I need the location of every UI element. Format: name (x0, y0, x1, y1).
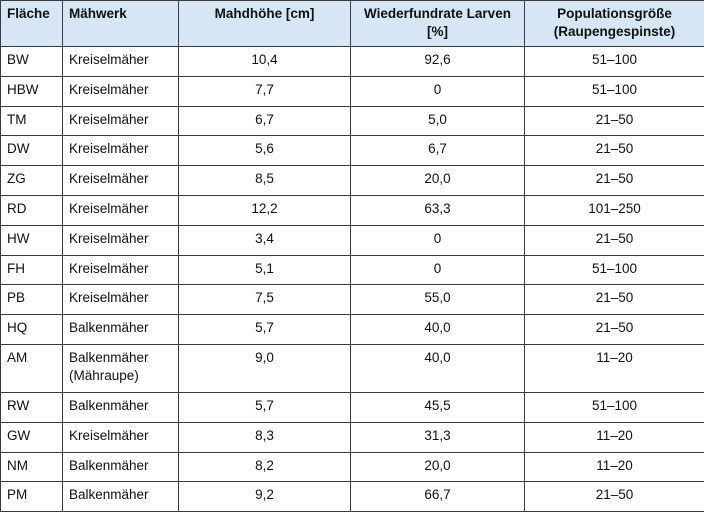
cell-mahdhoehe (179, 47, 351, 77)
cell-wiederfundrate-text: 31,3 (424, 427, 451, 443)
cell-wiederfundrate-text: 40,0 (424, 320, 451, 336)
cell-flaeche-text: FH (7, 260, 25, 276)
table-row (1, 47, 704, 77)
cell-flaeche-text: PM (7, 487, 28, 503)
cell-maehwerk-text: Kreiselmäher (69, 230, 149, 246)
cell-population-text: 21–50 (595, 171, 634, 187)
cell-mahdhoehe-text: 6,7 (255, 111, 274, 127)
table-row (1, 106, 704, 136)
cell-mahdhoehe (179, 392, 351, 422)
header-maehwerk: Mähwerk (63, 1, 179, 47)
cell-mahdhoehe-text: 9,0 (255, 349, 274, 365)
cell-mahdhoehe (179, 136, 351, 166)
cell-mahdhoehe-text: 5,7 (255, 397, 274, 413)
cell-mahdhoehe (179, 166, 351, 196)
cell-flaeche-text: NM (7, 457, 28, 473)
cell-flaeche-text: HW (7, 230, 30, 246)
cell-population-text: 21–50 (595, 320, 634, 336)
cell-maehwerk-text: Balkenmäher (69, 397, 149, 413)
cell-maehwerk-note: (Mähraupe) (69, 367, 139, 383)
cell-maehwerk (63, 106, 179, 136)
cell-wiederfundrate (351, 136, 525, 166)
cell-population (525, 285, 704, 315)
cell-wiederfundrate-text: 20,0 (424, 171, 451, 187)
cell-wiederfundrate-text: 66,7 (424, 487, 451, 503)
cell-flaeche (1, 452, 63, 482)
cell-flaeche-text: DW (7, 141, 30, 157)
cell-flaeche-text: ZG (7, 171, 26, 187)
cell-mahdhoehe (179, 76, 351, 106)
cell-population (525, 106, 704, 136)
cell-maehwerk (63, 255, 179, 285)
cell-mahdhoehe-text: 3,4 (255, 230, 274, 246)
cell-wiederfundrate (351, 106, 525, 136)
cell-mahdhoehe-text: 5,7 (255, 320, 274, 336)
cell-maehwerk (63, 136, 179, 166)
cell-population-text: 11–20 (596, 457, 633, 473)
table-row (1, 225, 704, 255)
cell-flaeche (1, 136, 63, 166)
cell-wiederfundrate-text: 55,0 (424, 290, 451, 306)
cell-population (525, 482, 704, 512)
cell-mahdhoehe-text: 12,2 (251, 200, 278, 216)
cell-maehwerk (63, 47, 179, 77)
cell-wiederfundrate-text: 45,5 (424, 397, 451, 413)
cell-population (525, 315, 704, 345)
cell-flaeche (1, 392, 63, 422)
cell-maehwerk (63, 344, 179, 392)
cell-maehwerk (63, 482, 179, 512)
cell-flaeche (1, 195, 63, 225)
cell-maehwerk (63, 225, 179, 255)
table-row (1, 452, 704, 482)
cell-mahdhoehe-text: 9,2 (255, 487, 274, 503)
table-row (1, 344, 704, 392)
cell-wiederfundrate (351, 195, 525, 225)
cell-mahdhoehe-text: 8,2 (255, 457, 274, 473)
cell-flaeche-text: BW (7, 52, 29, 67)
table-row (1, 422, 704, 452)
cell-mahdhoehe (179, 344, 351, 392)
cell-population-text: 21–50 (595, 230, 634, 246)
cell-population-text: 11–20 (596, 349, 633, 365)
cell-wiederfundrate (351, 452, 525, 482)
cell-population (525, 47, 704, 77)
cell-maehwerk-text: Kreiselmäher (69, 260, 149, 276)
cell-mahdhoehe (179, 452, 351, 482)
cell-maehwerk-text: Balkenmäher (69, 349, 149, 365)
cell-population-text: 51–100 (591, 81, 638, 97)
cell-maehwerk (63, 422, 179, 452)
table-row (1, 255, 704, 285)
cell-population-text: 11–20 (596, 427, 633, 443)
cell-mahdhoehe-text: 10,4 (251, 52, 278, 67)
header-row (1, 1, 704, 47)
cell-flaeche-text: RD (7, 200, 27, 216)
cell-mahdhoehe-text: 8,5 (255, 171, 274, 187)
cell-wiederfundrate-text: 5,0 (428, 111, 447, 127)
cell-maehwerk (63, 452, 179, 482)
header-flaeche: Fläche (1, 1, 63, 47)
cell-wiederfundrate-text: 40,0 (424, 349, 451, 365)
cell-wiederfundrate (351, 255, 525, 285)
cell-flaeche-text: RW (7, 397, 30, 413)
cell-maehwerk-text: Kreiselmäher (69, 111, 149, 127)
cell-wiederfundrate (351, 47, 525, 77)
cell-flaeche (1, 315, 63, 345)
cell-wiederfundrate (351, 422, 525, 452)
cell-population (525, 225, 704, 255)
cell-wiederfundrate (351, 344, 525, 392)
table-row (1, 195, 704, 225)
cell-maehwerk-text: Kreiselmäher (69, 200, 149, 216)
table-header (1, 1, 704, 47)
cell-mahdhoehe-text: 8,3 (255, 427, 274, 443)
cell-flaeche (1, 225, 63, 255)
cell-wiederfundrate-text: 20,0 (424, 457, 451, 473)
cell-flaeche (1, 482, 63, 512)
header-population: Populationsgröße (Raupengespinste) (525, 1, 704, 47)
cell-population-text: 51–100 (591, 52, 638, 67)
cell-maehwerk (63, 195, 179, 225)
cell-maehwerk-text: Kreiselmäher (69, 141, 149, 157)
cell-wiederfundrate-text: 63,3 (424, 200, 451, 216)
cell-flaeche (1, 106, 63, 136)
cell-maehwerk-text: Kreiselmäher (69, 290, 149, 306)
header-wiederfundrate: Wiederfundrate Larven [%] (351, 1, 525, 47)
cell-maehwerk-text: Kreiselmäher (69, 81, 149, 97)
cell-mahdhoehe (179, 315, 351, 345)
cell-mahdhoehe-text: 5,6 (255, 141, 274, 157)
cell-mahdhoehe (179, 106, 351, 136)
cell-wiederfundrate (351, 225, 525, 255)
cell-population-text: 21–50 (595, 141, 634, 157)
cell-flaeche (1, 47, 63, 77)
cell-mahdhoehe (179, 422, 351, 452)
cell-population-text: 101–250 (588, 200, 641, 216)
cell-maehwerk-text: Balkenmäher (69, 457, 149, 473)
cell-wiederfundrate-text: 0 (433, 81, 442, 97)
cell-mahdhoehe (179, 225, 351, 255)
table-row (1, 166, 704, 196)
cell-population-text: 51–100 (591, 397, 638, 413)
cell-maehwerk-text: Kreiselmäher (69, 171, 149, 187)
cell-mahdhoehe-text: 7,7 (255, 81, 274, 97)
cell-maehwerk-text: Kreiselmäher (69, 427, 149, 443)
cell-wiederfundrate (351, 166, 525, 196)
cell-flaeche-text: AM (7, 349, 28, 365)
cell-wiederfundrate (351, 315, 525, 345)
cell-mahdhoehe-text: 7,5 (255, 290, 274, 306)
cell-maehwerk-text: Balkenmäher (69, 320, 149, 336)
cell-population (525, 392, 704, 422)
cell-flaeche (1, 76, 63, 106)
cell-maehwerk (63, 76, 179, 106)
table-row (1, 315, 704, 345)
cell-mahdhoehe (179, 195, 351, 225)
table-row (1, 136, 704, 166)
cell-mahdhoehe (179, 255, 351, 285)
cell-maehwerk-text: Kreiselmäher (69, 52, 149, 67)
cell-wiederfundrate (351, 285, 525, 315)
cell-maehwerk (63, 392, 179, 422)
cell-population (525, 422, 704, 452)
cell-mahdhoehe-text: 5,1 (255, 260, 274, 276)
cell-mahdhoehe (179, 482, 351, 512)
cell-wiederfundrate-text: 0 (433, 230, 442, 246)
cell-mahdhoehe (179, 285, 351, 315)
cell-wiederfundrate (351, 482, 525, 512)
cell-flaeche-text: HQ (7, 320, 28, 336)
cell-population (525, 452, 704, 482)
cell-population (525, 76, 704, 106)
cell-flaeche (1, 255, 63, 285)
cell-wiederfundrate (351, 76, 525, 106)
cell-maehwerk-text: Balkenmäher (69, 487, 149, 503)
cell-flaeche-text: PB (7, 290, 26, 306)
cell-population (525, 136, 704, 166)
cell-wiederfundrate-text: 6,7 (428, 141, 447, 157)
cell-maehwerk (63, 166, 179, 196)
table-body (1, 47, 704, 512)
cell-population (525, 195, 704, 225)
cell-population-text: 21–50 (595, 290, 634, 306)
cell-population-text: 21–50 (595, 111, 634, 127)
cell-flaeche (1, 285, 63, 315)
cell-population-text: 51–100 (591, 260, 638, 276)
cell-flaeche-text: TM (7, 111, 27, 127)
cell-flaeche (1, 422, 63, 452)
cell-flaeche (1, 344, 63, 392)
cell-wiederfundrate-text: 92,6 (424, 52, 451, 67)
table-row (1, 482, 704, 512)
cell-population (525, 344, 704, 392)
table-row (1, 76, 704, 106)
cell-flaeche (1, 166, 63, 196)
table-row (1, 285, 704, 315)
table-row (1, 392, 704, 422)
cell-wiederfundrate-text: 0 (433, 260, 442, 276)
header-mahdhoehe: Mahdhöhe [cm] (179, 1, 351, 47)
cell-flaeche-text: HBW (7, 81, 39, 97)
cell-wiederfundrate (351, 392, 525, 422)
cell-flaeche-text: GW (7, 427, 31, 443)
cell-population (525, 166, 704, 196)
cell-population (525, 255, 704, 285)
cell-population-text: 21–50 (595, 487, 634, 503)
cell-maehwerk (63, 315, 179, 345)
cell-maehwerk (63, 285, 179, 315)
